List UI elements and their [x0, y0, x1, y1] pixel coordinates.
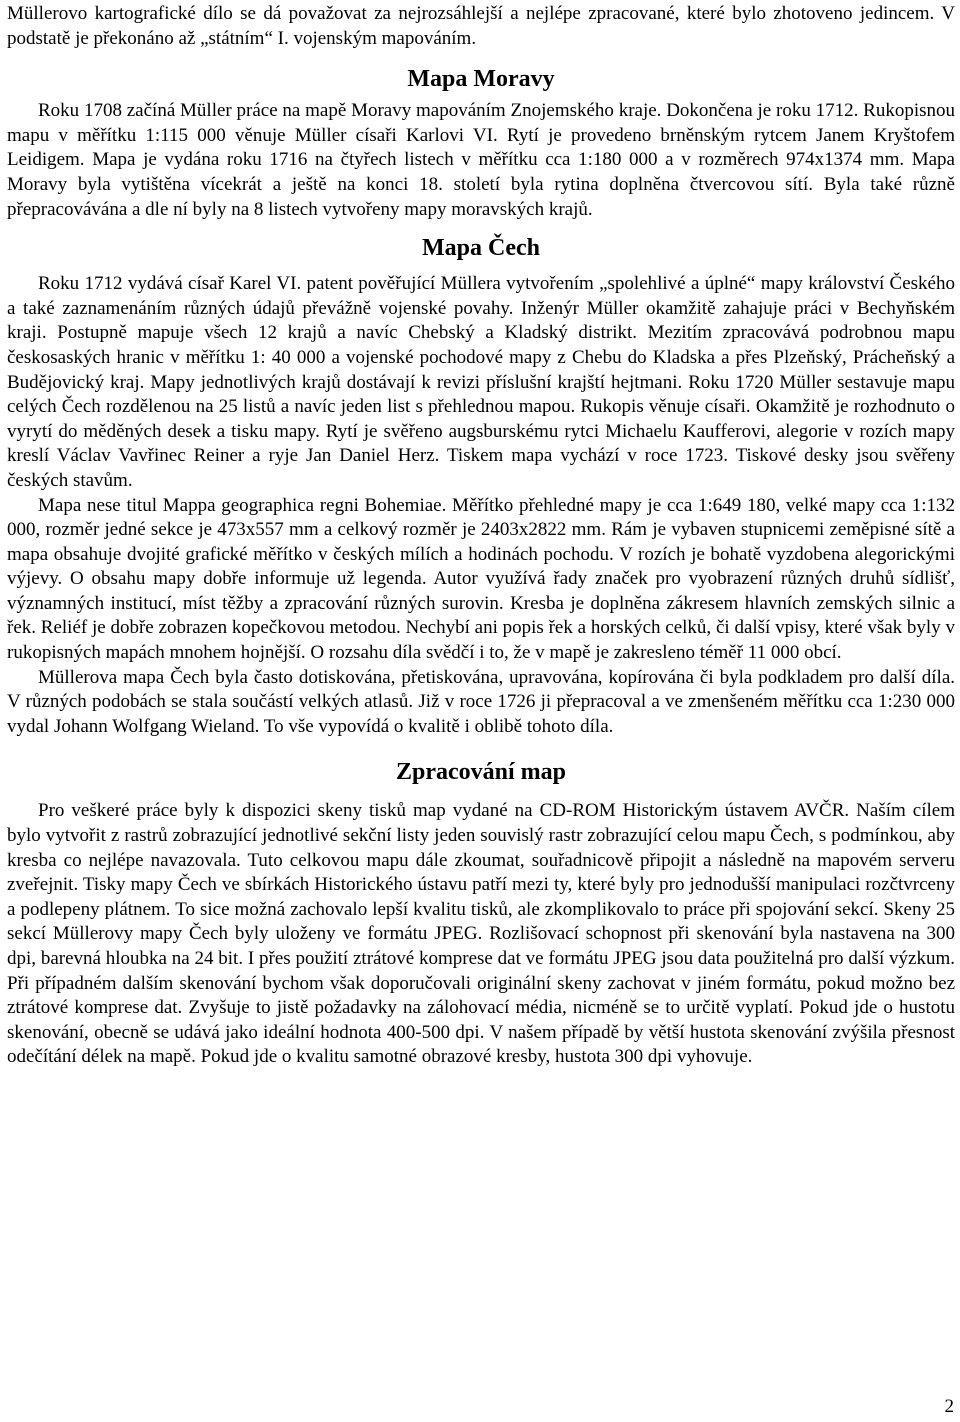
heading-mapa-cech: Mapa Čech — [422, 235, 540, 262]
paragraph-cech-3: Müllerova mapa Čech byla často dotiskována, přetiskována, upravována, kopírována či byla podkladem pro další díla. V různých podobách se stala součástí velkých atlasů. Již v roce 1726 ji přepracoval a ve zmenšeném měřítku cca 1:230 000 vydal Johann Wolfgang Wieland. To vše vypovídá o kvalitě i oblibě tohoto díla. — [7, 666, 955, 737]
paragraph-zpracovani: Pro veškeré práce byly k dispozici skeny tisků map vydané na CD-ROM Historickým ústavem AVČR. Naším cílem bylo vytvořit z rastrů zobrazující jednotlivé sekční listy jeden souvislý rastr zobrazující celou mapu Čech, s podmínkou, aby kresba co nejlépe navazovala. Tuto celkovou mapu dále zkoumat, souřadnicově připojit a následně na mapovém serveru zveřejnit. Tisky mapy Čech ve sbírkách Historického ústavu patří mezi ty, které byly pro jednodušší manipulaci rozčtvrceny a podlepeny plátnem. To sice možná zachovalo lepší kvalitu tisků, ale zkomplikovalo to práce při spojování sekcí. Skeny 25 sekcí Müllerovy mapy Čech byly uloženy ve formátu JPEG. Rozlišovací schopnost při skenování byla nastavena na 300 dpi, barevná hloubka na 24 bit. I přes použití ztrátové komprese dat ve formátu JPEG jsou data použitelná pro další výzkum. Při případném dalším skenování bychom však doporučovali originální skeny zachovat v jiném formátu, pokud možno bez ztrátové komprese dat. Zvyšuje to jistě požadavky na zálohovací média, nicméně se to určitě vyplatí. Pokud jde o hustotu skenování, obecně se udává jako ideální hodnota 400-500 dpi. V našem případě by větší hustota skenování zvýšila přesnost odečítání délek na mapě. Pokud jde o kvalitu samotné obrazové kresby, hustota 300 dpi vyhovuje. — [7, 800, 955, 1068]
paragraph-cech-1: Roku 1712 vydává císař Karel VI. patent pověřující Müllera vytvořením „spolehlivé a úplné“ mapy království Českého a také zaznamenáním různých údajů převážně vojenské povahy. Inženýr Müller okamžitě zahajuje práci v Bechyňském kraji. Postupně mapuje všech 12 krajů a navíc Chebský a Kladský distrikt. Mezitím zpracovává podrobnou mapu českosaských hranic v měřítku 1: 40 000 a vojenské pochodové mapy z Chebu do Kladska a přes Plzeňský, Prácheňský a Budějovický kraj. Mapy jednotlivých krajů dostávají k revizi příslušní krajští hejtmani. Roku 1720 Müller sestavuje mapu celých Čech rozdělenou na 25 listů a navíc jeden list s přehlednou mapou. Rukopis věnuje císaři. Okamžitě je rozhodnuto o vyrytí do měděných desek a tisku mapy. Rytí je svěřeno augsburskému rytci Michaelu Kaufferovi, alegorie v rozích mapy kreslí Václav Vavřinec Reiner a ryje Jan Daniel Herz. Tiskem mapa vychází v roce 1723. Tiskové desky jsou svěřeny českých stavům. — [7, 273, 955, 491]
page-number: 2 — [944, 1396, 954, 1417]
document-page — [7, 2, 955, 1070]
heading-mapa-moravy: Mapa Moravy — [407, 66, 555, 93]
heading-zpracovani-map: Zpracování map — [395, 759, 566, 786]
paragraph-moravy: Roku 1708 začíná Müller práce na mapě Moravy mapováním Znojemského kraje. Dokončena je roku 1712. Rukopisnou mapu v měřítku 1:115 000 věnuje Müller císaři Karlovi VI. Rytí je provedeno brněnským rytcem Janem Kryštofem Leidigem. Mapa je vydána roku 1716 na čtyřech listech v měřítku cca 1:180 000 a v rozměrech 974x1374 mm. Mapa Moravy byla vytištěna vícekrát a ještě na konci 18. století byla rytina doplněna čtvercovou sítí. Byla také různě přepracovávána a dle ní byly na 8 listech vytvořeny mapy moravských krajů. — [7, 100, 955, 220]
paragraph-cech-2: Mapa nese titul Mappa geographica regni Bohemiae. Měřítko přehledné mapy je cca 1:649 180, velké mapy cca 1:132 000, rozměr jedné sekce je 473x557 mm a celkový rozměr je 2403x2822 mm. Rám je vybaven stupnicemi zeměpisné sítě a mapa obsahuje dvojité grafické měřítko v českých mílích a hodinách pochodu. V rozích je bohatě vyzdobena alegorickými výjevy. O obsahu mapy dobře informuje už legenda. Autor využívá řady značek pro vyobrazení různých druhů sídlišť, významných institucí, míst těžby a zpracování různých surovin. Kresba je doplněna zákresem hlavních zemských silnic a řek. Reliéf je dobře zobrazen kopečkovou metodou. Nechybí ani popis řek a horských celků, či další vpisy, které však byly v rukopisných mapách mnohem hojnější. O rozsahu díla svědčí i to, že v mapě je zakresleno téměř 11 000 obcí. — [7, 494, 955, 664]
intro-paragraph: Müllerovo kartografické dílo se dá považovat za nejrozsáhlejší a nejlépe zpracované, které bylo zhotoveno jedincem. V podstatě je překonáno až „státním“ I. vojenským mapováním. — [7, 3, 955, 49]
